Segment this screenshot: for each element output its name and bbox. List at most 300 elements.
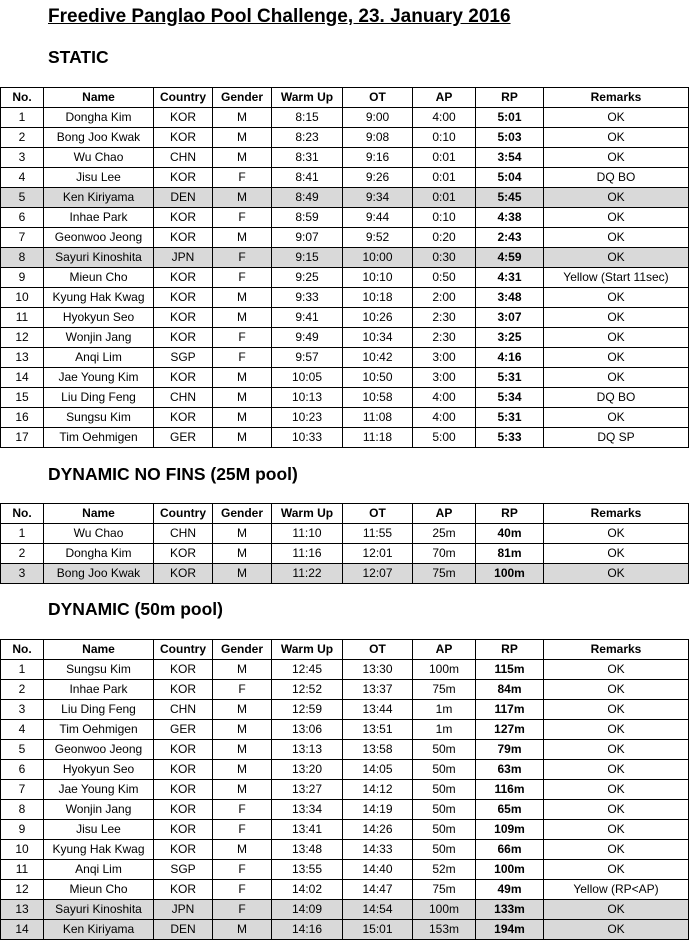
cell-warmup: 8:49 <box>272 188 343 208</box>
table-row <box>1 920 689 940</box>
cell-remarks: OK <box>544 720 689 740</box>
cell-ap: 4:00 <box>413 388 476 408</box>
section-title: DYNAMIC (50m pool) <box>48 599 223 619</box>
cell-ot: 14:40 <box>343 860 413 880</box>
cell-name: Jae Young Kim <box>44 780 154 800</box>
cell-warmup: 8:59 <box>272 208 343 228</box>
cell-rp: 115m <box>476 660 544 680</box>
table-row <box>1 388 689 408</box>
cell-name: Kyung Hak Kwag <box>44 288 154 308</box>
cell-no: 14 <box>1 368 44 388</box>
column-header: AP <box>413 88 476 108</box>
cell-warmup: 13:06 <box>272 720 343 740</box>
cell-gender: M <box>213 308 272 328</box>
cell-gender: M <box>213 740 272 760</box>
table-row <box>1 168 689 188</box>
cell-remarks: OK <box>544 680 689 700</box>
cell-ot: 10:42 <box>343 348 413 368</box>
cell-remarks: OK <box>544 800 689 820</box>
cell-remarks: OK <box>544 920 689 940</box>
cell-ap: 0:01 <box>413 168 476 188</box>
cell-ap: 50m <box>413 780 476 800</box>
cell-ap: 153m <box>413 920 476 940</box>
cell-ot: 13:51 <box>343 720 413 740</box>
cell-warmup: 10:33 <box>272 428 343 448</box>
results-table <box>0 639 689 940</box>
cell-no: 6 <box>1 760 44 780</box>
table-row <box>1 660 689 680</box>
cell-remarks: OK <box>544 308 689 328</box>
cell-rp: 117m <box>476 700 544 720</box>
cell-warmup: 9:25 <box>272 268 343 288</box>
cell-no: 10 <box>1 840 44 860</box>
cell-name: Anqi Lim <box>44 860 154 880</box>
table-row <box>1 188 689 208</box>
cell-rp: 40m <box>476 524 544 544</box>
cell-ap: 52m <box>413 860 476 880</box>
cell-rp: 5:34 <box>476 388 544 408</box>
cell-rp: 4:38 <box>476 208 544 228</box>
cell-name: Ken Kiriyama <box>44 920 154 940</box>
table-row <box>1 860 689 880</box>
cell-gender: F <box>213 328 272 348</box>
cell-ot: 9:52 <box>343 228 413 248</box>
cell-remarks: OK <box>544 660 689 680</box>
cell-ap: 75m <box>413 880 476 900</box>
cell-country: GER <box>154 428 213 448</box>
cell-ap: 2:30 <box>413 328 476 348</box>
cell-ap: 0:10 <box>413 208 476 228</box>
cell-country: KOR <box>154 268 213 288</box>
cell-warmup: 9:15 <box>272 248 343 268</box>
cell-warmup: 10:23 <box>272 408 343 428</box>
cell-country: KOR <box>154 168 213 188</box>
cell-rp: 133m <box>476 900 544 920</box>
cell-name: Inhae Park <box>44 680 154 700</box>
cell-name: Ken Kiriyama <box>44 188 154 208</box>
cell-ap: 25m <box>413 524 476 544</box>
cell-name: Inhae Park <box>44 208 154 228</box>
cell-ot: 10:34 <box>343 328 413 348</box>
cell-ot: 14:05 <box>343 760 413 780</box>
cell-gender: F <box>213 248 272 268</box>
cell-remarks: OK <box>544 740 689 760</box>
cell-name: Sayuri Kinoshita <box>44 900 154 920</box>
cell-gender: M <box>213 544 272 564</box>
cell-ot: 14:26 <box>343 820 413 840</box>
cell-ot: 10:10 <box>343 268 413 288</box>
cell-rp: 5:03 <box>476 128 544 148</box>
cell-country: KOR <box>154 368 213 388</box>
cell-ap: 50m <box>413 740 476 760</box>
cell-name: Liu Ding Feng <box>44 700 154 720</box>
cell-ot: 12:01 <box>343 544 413 564</box>
cell-no: 8 <box>1 248 44 268</box>
cell-no: 9 <box>1 268 44 288</box>
table-row <box>1 700 689 720</box>
cell-name: Wonjin Jang <box>44 328 154 348</box>
section-title: DYNAMIC NO FINS (25M pool) <box>48 464 298 484</box>
cell-ot: 10:18 <box>343 288 413 308</box>
cell-ap: 1m <box>413 700 476 720</box>
column-header: Name <box>44 640 154 660</box>
table-row <box>1 800 689 820</box>
column-header: No. <box>1 88 44 108</box>
cell-country: KOR <box>154 544 213 564</box>
cell-remarks: OK <box>544 700 689 720</box>
cell-ot: 14:12 <box>343 780 413 800</box>
cell-country: KOR <box>154 308 213 328</box>
cell-ot: 14:54 <box>343 900 413 920</box>
cell-no: 14 <box>1 920 44 940</box>
cell-remarks: OK <box>544 368 689 388</box>
column-header: No. <box>1 504 44 524</box>
cell-rp: 49m <box>476 880 544 900</box>
table-row <box>1 248 689 268</box>
cell-name: Hyokyun Seo <box>44 760 154 780</box>
cell-ap: 50m <box>413 820 476 840</box>
cell-ot: 12:07 <box>343 564 413 584</box>
cell-warmup: 9:41 <box>272 308 343 328</box>
cell-gender: M <box>213 108 272 128</box>
cell-gender: M <box>213 228 272 248</box>
column-header: OT <box>343 88 413 108</box>
cell-rp: 84m <box>476 680 544 700</box>
results-table <box>0 503 689 584</box>
cell-ap: 0:30 <box>413 248 476 268</box>
cell-ap: 0:01 <box>413 188 476 208</box>
cell-warmup: 10:05 <box>272 368 343 388</box>
cell-ot: 9:16 <box>343 148 413 168</box>
table-row <box>1 680 689 700</box>
table-row <box>1 328 689 348</box>
cell-country: KOR <box>154 288 213 308</box>
table-row <box>1 900 689 920</box>
cell-rp: 3:48 <box>476 288 544 308</box>
table-row <box>1 108 689 128</box>
table-row <box>1 740 689 760</box>
cell-rp: 5:33 <box>476 428 544 448</box>
cell-no: 7 <box>1 780 44 800</box>
cell-no: 9 <box>1 820 44 840</box>
cell-gender: M <box>213 760 272 780</box>
cell-gender: M <box>213 920 272 940</box>
cell-warmup: 8:41 <box>272 168 343 188</box>
cell-gender: M <box>213 288 272 308</box>
cell-no: 13 <box>1 348 44 368</box>
table-row <box>1 128 689 148</box>
cell-no: 1 <box>1 524 44 544</box>
cell-ot: 13:44 <box>343 700 413 720</box>
column-header: Warm Up <box>272 504 343 524</box>
cell-ot: 9:26 <box>343 168 413 188</box>
table-header-row <box>1 640 689 660</box>
cell-no: 15 <box>1 388 44 408</box>
cell-ot: 13:58 <box>343 740 413 760</box>
cell-gender: M <box>213 188 272 208</box>
cell-remarks: OK <box>544 820 689 840</box>
column-header: Remarks <box>544 640 689 660</box>
cell-name: Jae Young Kim <box>44 368 154 388</box>
table-row <box>1 760 689 780</box>
cell-country: CHN <box>154 524 213 544</box>
cell-ap: 3:00 <box>413 368 476 388</box>
cell-warmup: 13:41 <box>272 820 343 840</box>
cell-name: Sungsu Kim <box>44 408 154 428</box>
cell-country: KOR <box>154 108 213 128</box>
cell-no: 3 <box>1 148 44 168</box>
table-row <box>1 720 689 740</box>
cell-ap: 2:30 <box>413 308 476 328</box>
cell-ap: 50m <box>413 760 476 780</box>
cell-name: Jisu Lee <box>44 820 154 840</box>
cell-remarks: Yellow (RP<AP) <box>544 880 689 900</box>
cell-ot: 15:01 <box>343 920 413 940</box>
cell-country: KOR <box>154 564 213 584</box>
cell-rp: 5:04 <box>476 168 544 188</box>
cell-rp: 5:31 <box>476 368 544 388</box>
cell-no: 13 <box>1 900 44 920</box>
cell-warmup: 11:22 <box>272 564 343 584</box>
cell-no: 16 <box>1 408 44 428</box>
cell-country: KOR <box>154 680 213 700</box>
table-row <box>1 368 689 388</box>
cell-country: KOR <box>154 128 213 148</box>
cell-ap: 75m <box>413 680 476 700</box>
cell-rp: 194m <box>476 920 544 940</box>
cell-gender: F <box>213 680 272 700</box>
page-title: Freedive Panglao Pool Challenge, 23. January 2016 <box>48 6 511 27</box>
cell-name: Bong Joo Kwak <box>44 564 154 584</box>
cell-rp: 2:43 <box>476 228 544 248</box>
cell-ot: 10:50 <box>343 368 413 388</box>
column-header: OT <box>343 640 413 660</box>
cell-name: Mieun Cho <box>44 268 154 288</box>
cell-warmup: 9:57 <box>272 348 343 368</box>
cell-no: 11 <box>1 860 44 880</box>
cell-remarks: OK <box>544 760 689 780</box>
column-header: RP <box>476 640 544 660</box>
cell-gender: M <box>213 524 272 544</box>
cell-warmup: 8:23 <box>272 128 343 148</box>
cell-country: KOR <box>154 660 213 680</box>
cell-rp: 5:45 <box>476 188 544 208</box>
cell-country: JPN <box>154 248 213 268</box>
cell-ot: 9:44 <box>343 208 413 228</box>
cell-no: 5 <box>1 188 44 208</box>
column-header: Name <box>44 504 154 524</box>
cell-remarks: OK <box>544 860 689 880</box>
cell-ot: 14:19 <box>343 800 413 820</box>
column-header: Remarks <box>544 88 689 108</box>
cell-country: CHN <box>154 700 213 720</box>
cell-warmup: 14:09 <box>272 900 343 920</box>
cell-no: 8 <box>1 800 44 820</box>
cell-ot: 14:33 <box>343 840 413 860</box>
table-row <box>1 564 689 584</box>
cell-rp: 3:25 <box>476 328 544 348</box>
cell-ap: 100m <box>413 900 476 920</box>
cell-country: KOR <box>154 760 213 780</box>
cell-country: CHN <box>154 148 213 168</box>
cell-ap: 3:00 <box>413 348 476 368</box>
cell-rp: 3:07 <box>476 308 544 328</box>
column-header: Gender <box>213 504 272 524</box>
cell-ot: 10:00 <box>343 248 413 268</box>
cell-gender: F <box>213 900 272 920</box>
cell-remarks: Yellow (Start 11sec) <box>544 268 689 288</box>
table-row <box>1 148 689 168</box>
column-header: Name <box>44 88 154 108</box>
cell-rp: 5:01 <box>476 108 544 128</box>
table-row <box>1 880 689 900</box>
cell-remarks: OK <box>544 208 689 228</box>
cell-name: Dongha Kim <box>44 544 154 564</box>
cell-no: 5 <box>1 740 44 760</box>
cell-name: Sayuri Kinoshita <box>44 248 154 268</box>
cell-ot: 13:30 <box>343 660 413 680</box>
cell-country: GER <box>154 720 213 740</box>
cell-country: KOR <box>154 800 213 820</box>
cell-remarks: OK <box>544 128 689 148</box>
cell-gender: M <box>213 700 272 720</box>
cell-ap: 4:00 <box>413 408 476 428</box>
cell-ot: 10:58 <box>343 388 413 408</box>
cell-no: 7 <box>1 228 44 248</box>
cell-warmup: 14:16 <box>272 920 343 940</box>
column-header: Gender <box>213 88 272 108</box>
cell-no: 4 <box>1 168 44 188</box>
cell-remarks: OK <box>544 108 689 128</box>
column-header: AP <box>413 504 476 524</box>
cell-gender: F <box>213 348 272 368</box>
table-header-row <box>1 88 689 108</box>
cell-rp: 79m <box>476 740 544 760</box>
cell-rp: 66m <box>476 840 544 860</box>
cell-rp: 65m <box>476 800 544 820</box>
cell-gender: M <box>213 840 272 860</box>
cell-remarks: OK <box>544 188 689 208</box>
cell-no: 10 <box>1 288 44 308</box>
cell-name: Kyung Hak Kwag <box>44 840 154 860</box>
cell-remarks: OK <box>544 524 689 544</box>
cell-remarks: OK <box>544 408 689 428</box>
cell-remarks: DQ BO <box>544 168 689 188</box>
cell-gender: F <box>213 800 272 820</box>
cell-warmup: 14:02 <box>272 880 343 900</box>
cell-country: DEN <box>154 188 213 208</box>
cell-name: Wonjin Jang <box>44 800 154 820</box>
cell-no: 11 <box>1 308 44 328</box>
cell-no: 3 <box>1 564 44 584</box>
cell-name: Tim Oehmigen <box>44 428 154 448</box>
cell-name: Bong Joo Kwak <box>44 128 154 148</box>
cell-gender: M <box>213 720 272 740</box>
cell-warmup: 9:49 <box>272 328 343 348</box>
cell-rp: 100m <box>476 564 544 584</box>
cell-ap: 75m <box>413 564 476 584</box>
table-row <box>1 780 689 800</box>
cell-country: KOR <box>154 840 213 860</box>
cell-ot: 9:08 <box>343 128 413 148</box>
section-title: STATIC <box>48 47 109 67</box>
cell-rp: 109m <box>476 820 544 840</box>
cell-rp: 100m <box>476 860 544 880</box>
cell-gender: M <box>213 564 272 584</box>
column-header: Warm Up <box>272 640 343 660</box>
table-row <box>1 820 689 840</box>
column-header: AP <box>413 640 476 660</box>
cell-warmup: 13:55 <box>272 860 343 880</box>
cell-name: Jisu Lee <box>44 168 154 188</box>
column-header: OT <box>343 504 413 524</box>
cell-rp: 5:31 <box>476 408 544 428</box>
cell-country: JPN <box>154 900 213 920</box>
table-row <box>1 408 689 428</box>
cell-remarks: OK <box>544 288 689 308</box>
cell-remarks: OK <box>544 228 689 248</box>
table-row <box>1 228 689 248</box>
cell-remarks: OK <box>544 900 689 920</box>
cell-no: 1 <box>1 108 44 128</box>
table-row <box>1 308 689 328</box>
cell-name: Wu Chao <box>44 148 154 168</box>
cell-ap: 0:01 <box>413 148 476 168</box>
column-header: RP <box>476 504 544 524</box>
cell-rp: 127m <box>476 720 544 740</box>
column-header: Country <box>154 88 213 108</box>
cell-ap: 4:00 <box>413 108 476 128</box>
cell-ot: 9:00 <box>343 108 413 128</box>
cell-ap: 0:20 <box>413 228 476 248</box>
cell-country: DEN <box>154 920 213 940</box>
cell-name: Tim Oehmigen <box>44 720 154 740</box>
cell-name: Wu Chao <box>44 524 154 544</box>
cell-gender: F <box>213 820 272 840</box>
cell-country: KOR <box>154 208 213 228</box>
cell-gender: F <box>213 268 272 288</box>
cell-warmup: 9:33 <box>272 288 343 308</box>
cell-ap: 2:00 <box>413 288 476 308</box>
column-header: Remarks <box>544 504 689 524</box>
cell-gender: F <box>213 168 272 188</box>
cell-ot: 13:37 <box>343 680 413 700</box>
cell-warmup: 12:45 <box>272 660 343 680</box>
column-header: No. <box>1 640 44 660</box>
cell-no: 4 <box>1 720 44 740</box>
cell-ot: 11:08 <box>343 408 413 428</box>
cell-gender: M <box>213 660 272 680</box>
table-row <box>1 288 689 308</box>
cell-warmup: 12:59 <box>272 700 343 720</box>
cell-ap: 1m <box>413 720 476 740</box>
cell-gender: M <box>213 368 272 388</box>
table-row <box>1 348 689 368</box>
cell-warmup: 10:13 <box>272 388 343 408</box>
cell-remarks: DQ BO <box>544 388 689 408</box>
cell-remarks: OK <box>544 544 689 564</box>
table-row <box>1 840 689 860</box>
cell-country: SGP <box>154 860 213 880</box>
cell-country: KOR <box>154 740 213 760</box>
cell-gender: F <box>213 880 272 900</box>
column-header: RP <box>476 88 544 108</box>
cell-ot: 9:34 <box>343 188 413 208</box>
cell-warmup: 11:16 <box>272 544 343 564</box>
cell-name: Hyokyun Seo <box>44 308 154 328</box>
table-row <box>1 268 689 288</box>
cell-gender: M <box>213 148 272 168</box>
